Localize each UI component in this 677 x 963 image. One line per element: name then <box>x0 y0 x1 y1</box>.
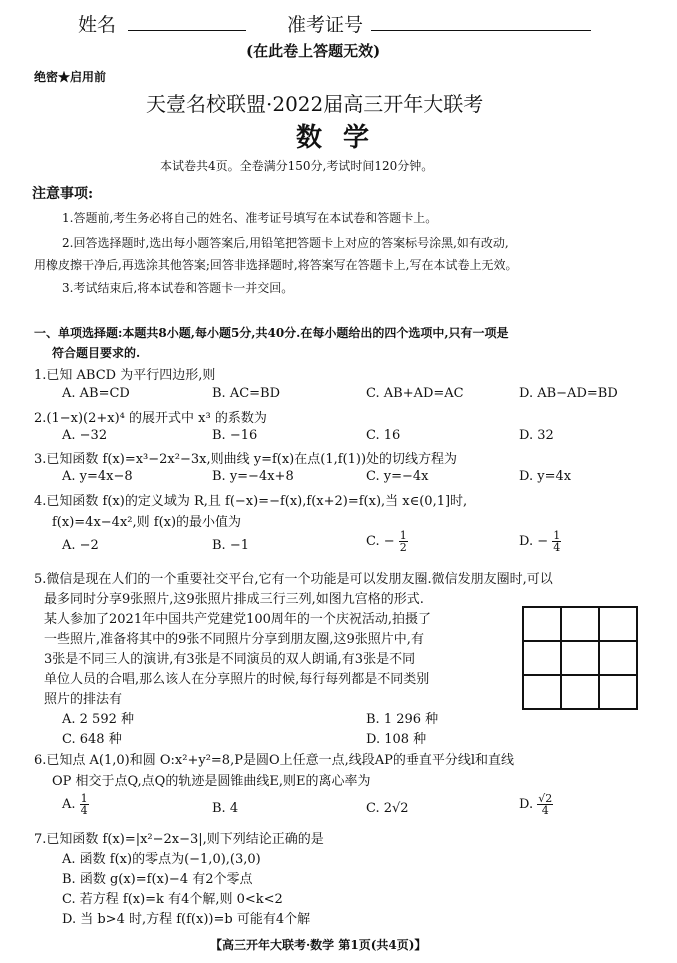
q4-stem: 4.已知函数 f(x)的定义域为 R,且 f(−x)=−f(x),f(x+2)=f(x),当 x∈(0,1]时, <box>34 494 468 509</box>
q1-option-d: D. AB−AD=BD <box>519 386 618 401</box>
q6-option-a <box>62 793 89 816</box>
q5-line-5: 3张是不同三人的演讲,有3张是不同演员的双人朗诵,有3张是不同 <box>44 652 416 667</box>
q6-a-denominator: 4 <box>80 804 88 817</box>
secret-mark: 绝密★启用前 <box>34 70 107 84</box>
name-blank <box>128 14 246 31</box>
q7-option-c: C. 若方程 f(x)=k 有4个解,则 0<k<2 <box>62 892 283 907</box>
q6-option-b: B. 4 <box>212 801 239 816</box>
notice-item-2-cont: 用橡皮擦干净后,再选涂其他答案;回答非选择题时,将答案写在答题卡上,写在本试卷上无效。 <box>34 258 518 272</box>
exam-no-label: 准考证号 <box>287 14 364 36</box>
q4-option-a: A. −2 <box>62 538 99 553</box>
name-label: 姓名 <box>78 14 117 36</box>
q4-option-c-prefix: C. − <box>366 534 395 549</box>
q3-option-d: D. y=4x <box>519 469 572 484</box>
q2-option-d: D. 32 <box>519 428 554 443</box>
q3-option-a: A. y=4x−8 <box>62 469 133 484</box>
q5-line-2: 最多同时分享9张照片,这9张照片排成三行三列,如图九宫格的形式. <box>44 592 424 607</box>
q6-stem: 6.已知点 A(1,0)和圆 O:x²+y²=8,P是圆O上任意一点,线段AP的垂直平分线l和直线 <box>34 753 515 768</box>
q2-stem: 2.(1−x)(2+x)⁴ 的展开式中 x³ 的系数为 <box>34 411 267 426</box>
q4-d-numerator: 1 <box>553 529 561 542</box>
q7-option-b: B. 函数 g(x)=f(x)−4 有2个零点 <box>62 872 253 887</box>
q5-line-6: 单位人员的合唱,那么该人在分享照片的时候,每行每列都是不同类别 <box>44 672 430 687</box>
notice-item-1: 1.答题前,考生务必将自己的姓名、准考证号填写在本试卷和答题卡上。 <box>62 211 438 225</box>
q4-option-c <box>366 530 408 553</box>
subject-title: 数 学 <box>296 123 376 153</box>
invalid-note: (在此卷上答题无效) <box>246 42 381 60</box>
q2-option-a: A. −32 <box>62 428 108 443</box>
q6-stem-cont: OP 相交于点Q,点Q的轨迹是圆锥曲线E,则E的离心率为 <box>52 774 371 789</box>
q1-option-c: C. AB+AD=AC <box>366 386 464 401</box>
q5-line-7: 照片的排法有 <box>44 692 123 707</box>
section1-heading-cont: 符合题目要求的. <box>52 346 141 360</box>
q4-d-denominator: 4 <box>553 541 561 554</box>
q6-option-c: C. 2√2 <box>366 801 409 816</box>
exam-title: 天壹名校联盟·2022届高三开年大联考 <box>146 92 484 116</box>
q5-line-1: 5.微信是现在人们的一个重要社交平台,它有一个功能是可以发朋友圈.微信发朋友圈时,可以 <box>34 572 553 587</box>
q4-stem-cont: f(x)=4x−4x²,则 f(x)的最小值为 <box>52 515 242 530</box>
q5-line-3: 某人参加了2021年中国共产党建党100周年的一个庆祝活动,拍摄了 <box>44 612 432 627</box>
q7-option-a: A. 函数 f(x)的零点为(−1,0),(3,0) <box>62 852 261 867</box>
q4-option-d <box>519 530 561 553</box>
q1-option-a: A. AB=CD <box>62 386 130 401</box>
exam-no-blank <box>371 14 591 31</box>
q5-option-b: B. 1 296 种 <box>366 712 439 727</box>
exam-info: 本试卷共4页。全卷满分150分,考试时间120分钟。 <box>160 159 434 173</box>
q3-option-b: B. y=−4x+8 <box>212 469 294 484</box>
q4-option-d-prefix: D. − <box>519 534 549 549</box>
q2-option-c: C. 16 <box>366 428 401 443</box>
q7-option-d: D. 当 b>4 时,方程 f(f(x))=b 可能有4个解 <box>62 912 311 927</box>
q5-option-a: A. 2 592 种 <box>62 712 135 727</box>
q6-option-d-prefix: D. <box>519 797 534 812</box>
q6-option-a-prefix: A. <box>62 797 76 812</box>
q3-option-c: C. y=−4x <box>366 469 429 484</box>
q6-option-d <box>519 793 553 816</box>
q3-stem: 3.已知函数 f(x)=x³−2x²−3x,则曲线 y=f(x)在点(1,f(1))处的切线方程为 <box>34 452 458 467</box>
q6-d-numerator: √2 <box>538 792 553 805</box>
q5-option-c: C. 648 种 <box>62 732 122 747</box>
q4-c-denominator: 2 <box>399 541 407 554</box>
q6-a-numerator: 1 <box>80 792 88 805</box>
notice-heading: 注意事项: <box>32 186 94 202</box>
q1-option-b: B. AC=BD <box>212 386 281 401</box>
q1-stem: 1.已知 ABCD 为平行四边形,则 <box>34 368 216 383</box>
q5-line-4: 一些照片,准备将其中的9张不同照片分享到朋友圈,这9张照片中,有 <box>44 632 424 647</box>
q4-c-numerator: 1 <box>399 529 407 542</box>
notice-item-3: 3.考试结束后,将本试卷和答题卡一并交回。 <box>62 281 294 295</box>
q7-stem: 7.已知函数 f(x)=|x²−2x−3|,则下列结论正确的是 <box>34 832 324 847</box>
page-footer: 【高三开年大联考·数学 第1页(共4页)】 <box>210 938 427 952</box>
q2-option-b: B. −16 <box>212 428 258 443</box>
nine-grid-figure <box>522 606 638 710</box>
q5-option-d: D. 108 种 <box>366 732 427 747</box>
q6-d-denominator: 4 <box>541 804 549 817</box>
section1-heading: 一、单项选择题:本题共8小题,每小题5分,共40分.在每小题给出的四个选项中,只有一项是 <box>34 326 509 340</box>
q4-option-b: B. −1 <box>212 538 249 553</box>
notice-item-2: 2.回答选择题时,选出每小题答案后,用铅笔把答题卡上对应的答案标号涂黑,如有改动, <box>62 236 509 250</box>
